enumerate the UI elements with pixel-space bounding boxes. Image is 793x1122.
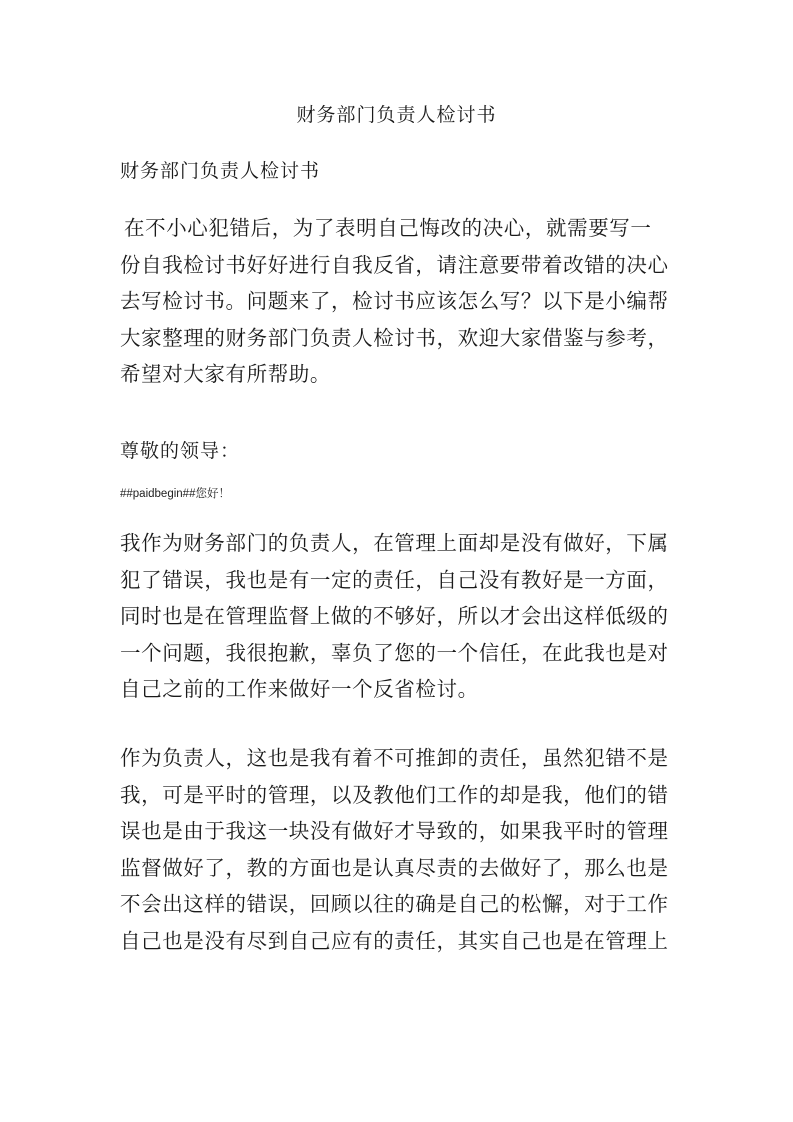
paragraph-line: 不会出这样的错误，回顾以往的确是自己的松懈，对于工作: [120, 892, 669, 916]
body-paragraph-1: [120, 525, 675, 708]
intro-line: 大家整理的财务部门负责人检讨书，欢迎大家借鉴与参考，: [120, 325, 669, 350]
intro-line: 份自我检讨书好好进行自我反省，请注意要带着改错的决心: [120, 252, 669, 277]
paragraph-line: 我作为财务部门的负责人，在管理上面却是没有做好，下属: [120, 531, 669, 555]
intro-paragraph: [120, 210, 675, 393]
paragraph-line: 自己之前的工作来做好一个反省检讨。: [120, 677, 479, 701]
paragraph-line: 自己也是没有尽到自己应有的责任，其实自己也是在管理上: [120, 928, 669, 953]
paragraph-line: 误也是由于我这一块没有做好才导致的，如果我平时的管理: [120, 819, 669, 843]
page-title: 财务部门负责人检讨书: [296, 104, 497, 126]
intro-line: 去写检讨书。问题来了，检讨书应该怎么写？以下是小编帮: [120, 289, 669, 313]
paragraph-line: 犯了错误，我也是有一定的责任，自己没有教好是一方面，: [120, 567, 669, 592]
salutation: 尊敬的领导：: [120, 440, 241, 462]
paragraph-line: 作为负责人，这也是我有着不可推卸的责任，虽然犯错不是: [120, 746, 669, 770]
paragraph-line: 一个问题，我很抱歉，辜负了您的一个信任，在此我也是对: [120, 640, 669, 665]
paragraph-line: 我，可是平时的管理，以及教他们工作的却是我，他们的错: [120, 782, 669, 807]
intro-line: 在不小心犯错后，为了表明自己悔改的决心，就需要写一: [124, 216, 652, 240]
document-subtitle: 财务部门负责人检讨书: [120, 160, 321, 182]
intro-line: 希望对大家有所帮助。: [120, 362, 331, 386]
paid-marker-text: ##paidbegin##您好！: [120, 488, 230, 500]
body-paragraph-2: [120, 740, 675, 959]
paragraph-line: 监督做好了，教的方面也是认真尽责的去做好了，那么也是: [120, 855, 669, 880]
paragraph-line: 同时也是在管理监督上做的不够好，所以才会出这样低级的: [120, 604, 669, 628]
